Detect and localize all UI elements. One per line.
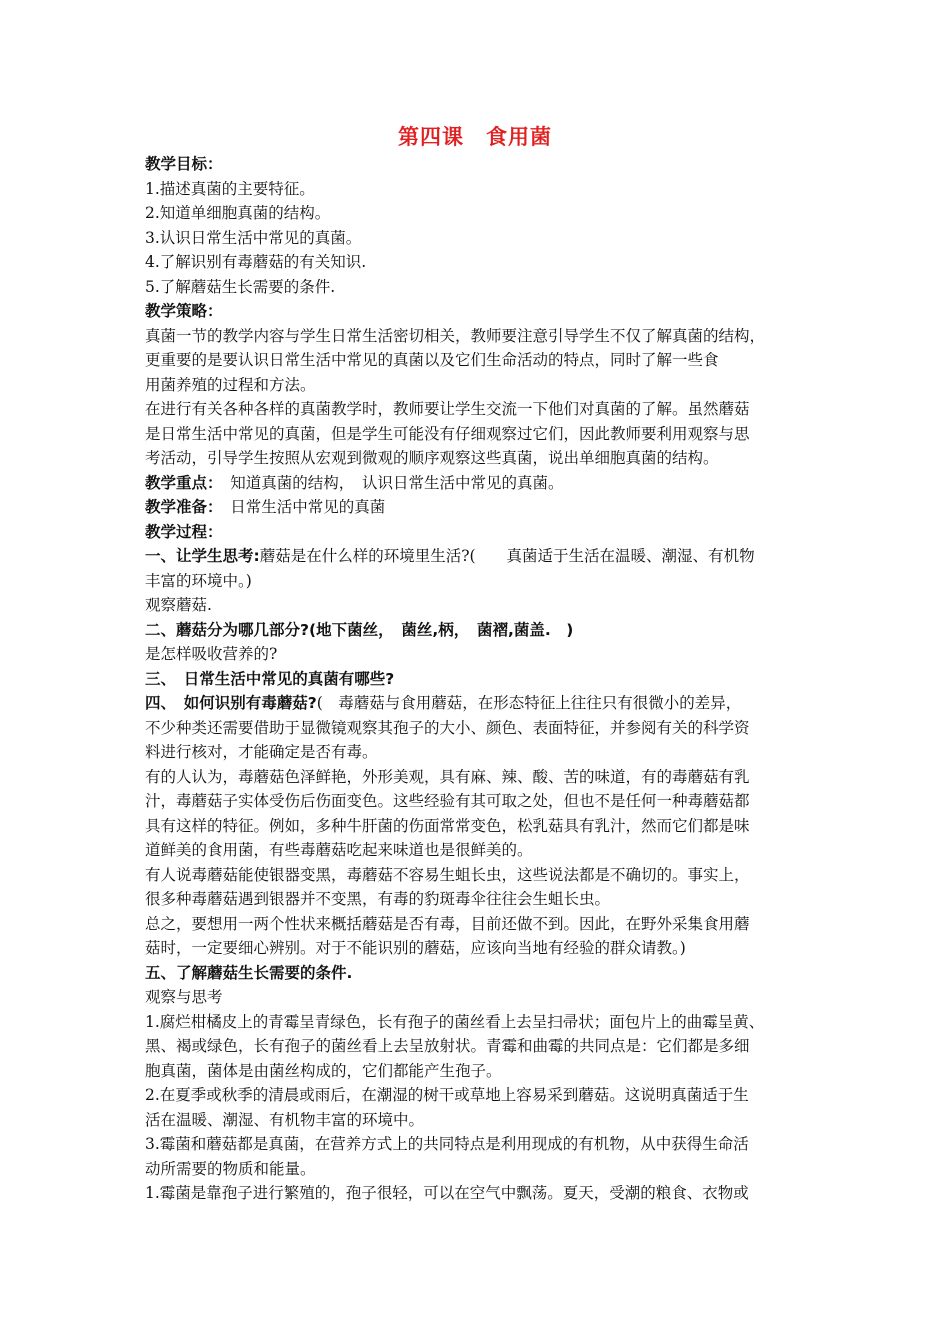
- line-text: 不少种类还需要借助于显微镜观察其孢子的大小、颜色、表面特征，并参阅有关的科学资: [145, 718, 750, 737]
- text-line: [145, 422, 817, 447]
- text-line: [145, 152, 817, 177]
- line-text: 知道真菌的结构， 认识日常生活中常见的真菌。: [214, 473, 564, 492]
- text-line: [145, 544, 817, 569]
- text-line: [145, 250, 817, 275]
- line-heading: 教学目标：: [145, 155, 223, 173]
- line-heading: 教学重点：: [145, 473, 215, 492]
- text-line: [145, 765, 817, 790]
- text-line: [145, 201, 817, 226]
- line-text: 观察蘑菇.: [145, 596, 212, 614]
- line-heading: 一、让学生思考:: [145, 547, 260, 565]
- text-line: [145, 1181, 817, 1206]
- line-text: 1.描述真菌的主要特征。: [145, 179, 315, 198]
- text-line: [145, 177, 817, 202]
- line-heading: 五、了解蘑菇生长需要的条件.: [145, 963, 353, 982]
- text-line: [145, 912, 817, 937]
- text-line: [145, 520, 817, 545]
- text-line: [145, 814, 817, 839]
- text-line: [145, 838, 817, 863]
- line-heading: 四、 如何识别有毒蘑菇?: [145, 694, 317, 712]
- line-heading: 二、蘑菇分为哪几部分?(地下菌丝， 菌丝,柄， 菌褶,菌盖. ): [145, 620, 574, 639]
- document-body: [145, 152, 817, 1206]
- line-text: ( 毒蘑菇与食用蘑菇，在形态特征上往往只有很微小的差异，: [316, 694, 742, 712]
- page-title: 第四课 食用菌: [398, 125, 552, 149]
- line-text: 菇时，一定要细心辨别。对于不能识别的蘑菇，应该向当地有经验的群众请教。): [145, 939, 686, 957]
- text-line: [145, 961, 817, 986]
- line-text: 5.了解蘑菇生长需要的条件.: [145, 277, 336, 296]
- text-line: [145, 667, 817, 692]
- line-text: 用菌养殖的过程和方法。: [145, 375, 316, 394]
- text-line: [145, 691, 817, 716]
- line-text: 是日常生活中常见的真菌，但是学生可能没有仔细观察过它们，因此教师要利用观察与思: [145, 424, 750, 443]
- text-line: [145, 1157, 817, 1182]
- line-text: 具有这样的特征。例如，多种牛肝菌的伤面常常变色，松乳菇具有乳汁，然而它们都是味: [145, 816, 750, 835]
- line-text: 考活动，引导学生按照从宏观到微观的顺序观察这些真菌，说出单细胞真菌的结构。: [145, 449, 719, 467]
- line-text: 胞真菌，菌体是由菌丝构成的，它们都能产生孢子。: [145, 1061, 502, 1080]
- line-text: 道鲜美的食用菌，有些毒蘑菇吃起来味道也是很鲜美的。: [145, 841, 533, 859]
- line-text: 丰富的环境中。): [145, 571, 252, 590]
- text-line: [145, 569, 817, 594]
- text-line: [145, 446, 817, 471]
- text-line: [145, 471, 817, 496]
- text-line: [145, 299, 817, 324]
- line-text: 3.认识日常生活中常见的真菌。: [145, 228, 362, 247]
- line-text: 汁，毒蘑菇子实体受伤后伤面变色。这些经验有其可取之处，但也不是任何一种毒蘑菇都: [145, 792, 750, 810]
- line-text: 动所需要的物质和能量。: [145, 1159, 316, 1178]
- text-line: [145, 642, 817, 667]
- text-line: [145, 618, 817, 643]
- line-text: 在进行有关各种各样的真菌教学时，教师要让学生交流一下他们对真菌的了解。虽然蘑菇: [145, 400, 750, 418]
- text-line: [145, 985, 817, 1010]
- line-text: 真菌一节的教学内容与学生日常生活密切相关，教师要注意引导学生不仅了解真菌的结构，: [145, 326, 766, 345]
- text-line: [145, 1059, 817, 1084]
- text-line: [145, 1083, 817, 1108]
- text-line: [145, 397, 817, 422]
- line-heading: 教学策略：: [145, 302, 223, 320]
- text-line: [145, 226, 817, 251]
- line-heading: 三、 日常生活中常见的真菌有哪些?: [145, 669, 395, 688]
- text-line: [145, 593, 817, 618]
- line-text: 1.霉菌是靠孢子进行繁殖的，孢子很轻，可以在空气中飘荡。夏天，受潮的粮食、衣物或: [145, 1184, 749, 1202]
- text-line: [145, 348, 817, 373]
- line-text: 1.腐烂柑橘皮上的青霉呈青绿色，长有孢子的菌丝看上去呈扫帚状；面包片上的曲霉呈黄、: [145, 1012, 765, 1031]
- line-text: 4.了解识别有毒蘑菇的有关知识.: [145, 253, 367, 271]
- line-text: 黑、褐或绿色，长有孢子的菌丝看上去呈放射状。青霉和曲霉的共同点是：它们都是多细: [145, 1037, 750, 1055]
- line-text: 是怎样吸收营养的?: [145, 645, 278, 663]
- line-text: 更重要的是要认识日常生活中常见的真菌以及它们生命活动的特点，同时了解一些食: [145, 351, 719, 369]
- line-text: 蘑菇是在什么样的环境里生活?( 真菌适于生活在温暖、潮湿、有机物: [259, 547, 755, 565]
- text-line: [145, 495, 817, 520]
- line-text: 活在温暖、潮湿、有机物丰富的环境中。: [145, 1110, 425, 1129]
- text-line: [145, 1132, 817, 1157]
- text-line: [145, 373, 817, 398]
- line-text: 有的人认为，毒蘑菇色泽鲜艳，外形美观，具有麻、辣、酸、苦的味道，有的毒蘑菇有乳: [145, 767, 750, 786]
- line-text: 2.知道单细胞真菌的结构。: [145, 204, 331, 222]
- text-line: [145, 887, 817, 912]
- text-line: [145, 863, 817, 888]
- text-line: [145, 1010, 817, 1035]
- text-line: [145, 789, 817, 814]
- line-text: 总之，要想用一两个性状来概括蘑菇是否有毒，目前还做不到。因此，在野外采集食用蘑: [145, 914, 750, 933]
- line-text: 很多种毒蘑菇遇到银器并不变黑，有毒的豹斑毒伞往往会生蛆长虫。: [145, 890, 611, 908]
- line-text: 2.在夏季或秋季的清晨或雨后，在潮湿的树干或草地上容易采到蘑菇。这说明真菌适于生: [145, 1086, 749, 1104]
- line-heading: 教学准备：: [145, 498, 215, 516]
- line-text: 观察与思考: [145, 988, 223, 1006]
- line-text: 日常生活中常见的真菌: [214, 498, 386, 516]
- text-line: [145, 1034, 817, 1059]
- line-text: 料进行核对，才能确定是否有毒。: [145, 743, 378, 761]
- text-line: [145, 1108, 817, 1133]
- text-line: [145, 275, 817, 300]
- line-text: 有人说毒蘑菇能使银器变黑，毒蘑菇不容易生蛆长虫，这些说法都是不确切的。事实上，: [145, 865, 750, 884]
- line-text: 3.霉菌和蘑菇都是真菌，在营养方式上的共同特点是利用现成的有机物，从中获得生命活: [145, 1135, 749, 1153]
- text-line: [145, 716, 817, 741]
- text-line: [145, 740, 817, 765]
- line-heading: 教学过程：: [145, 522, 223, 541]
- text-line: [145, 936, 817, 961]
- text-line: [145, 324, 817, 349]
